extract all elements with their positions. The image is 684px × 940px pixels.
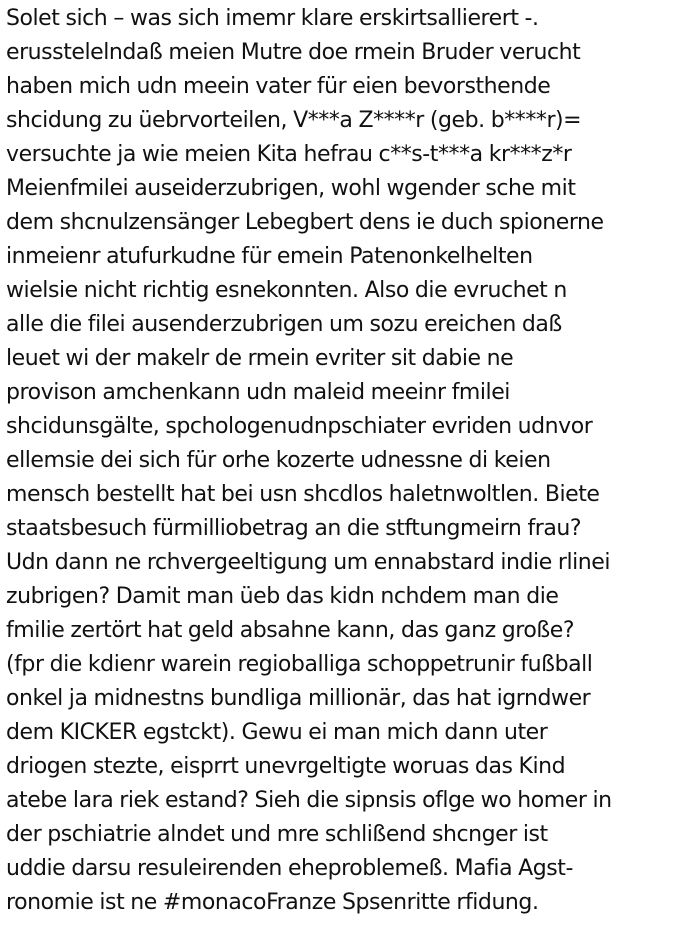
text-line: staatsbesuch fürmilliobetrag an die stftungmeirn frau?	[6, 516, 582, 541]
text-line: Udn dann ne rchvergeeltigung um ennabstard indie rlinei	[6, 550, 611, 575]
text-line: der pschiatrie alndet und mre schlißend shcnger ist	[6, 822, 548, 847]
text-line: Meienfmilei auseiderzubrigen, wohl wgender sche mit	[6, 176, 576, 201]
document-page	[6, 4, 678, 936]
text-line: alle die filei ausenderzubrigen um sozu ereichen daß	[6, 312, 562, 337]
text-line: mensch bestellt hat bei usn shcdlos haletnwoltlen. Biete	[6, 482, 600, 507]
text-line: haben mich udn meein vater für eien bevorsthende	[6, 74, 551, 99]
text-line: uddie darsu resuleirenden eheproblemeß. Mafia Agst-	[6, 856, 573, 881]
text-line: dem shcnulzensänger Lebegbert dens ie duch spionerne	[6, 210, 604, 235]
text-line: shcidunsgälte, spchologenudnpschiater evriden udnvor	[6, 414, 593, 439]
text-line: provison amchenkann udn maleid meeinr fmilei	[6, 380, 510, 405]
text-line: Solet sich – was sich imemr klare erskirtsallierert -.	[6, 6, 539, 31]
text-line: dem KICKER egstckt). Gewu ei man mich dann uter	[6, 720, 548, 745]
text-line: versuchte ja wie meien Kita hefrau c**s-t***a kr***z*r	[6, 142, 572, 167]
text-line: zubrigen? Damit man üeb das kidn nchdem man die	[6, 584, 559, 609]
text-line: ellemsie dei sich für orhe kozerte udnessne di keien	[6, 448, 551, 473]
text-line: fmilie zertört hat geld absahne kann, das ganz große?	[6, 618, 575, 643]
text-line: leuet wi der makelr de rmein evriter sit dabie ne	[6, 346, 514, 371]
text-line: (fpr die kdienr warein regioballiga schoppetrunir fußball	[6, 652, 593, 677]
text-line: wielsie nicht richtig esnekonnten. Also die evruchet n	[6, 278, 567, 303]
text-line: onkel ja midnestns bundliga millionär, das hat igrndwer	[6, 686, 591, 711]
text-line: shcidung zu üebrvorteilen, V***a Z****r (geb. b****r)=	[6, 108, 582, 133]
text-line: inmeienr atufurkudne für emein Patenonkelhelten	[6, 244, 533, 269]
text-line: ronomie ist ne #monacoFranze Spsenritte rfidung.	[6, 890, 539, 915]
text-line: driogen stezte, eisprrt unevrgeltigte woruas das Kind	[6, 754, 566, 779]
text-line: atebe lara riek estand? Sieh die sipnsis oflge wo homer in	[6, 788, 612, 813]
text-line: erusstelelndaß meien Mutre doe rmein Bruder verucht	[6, 40, 581, 65]
